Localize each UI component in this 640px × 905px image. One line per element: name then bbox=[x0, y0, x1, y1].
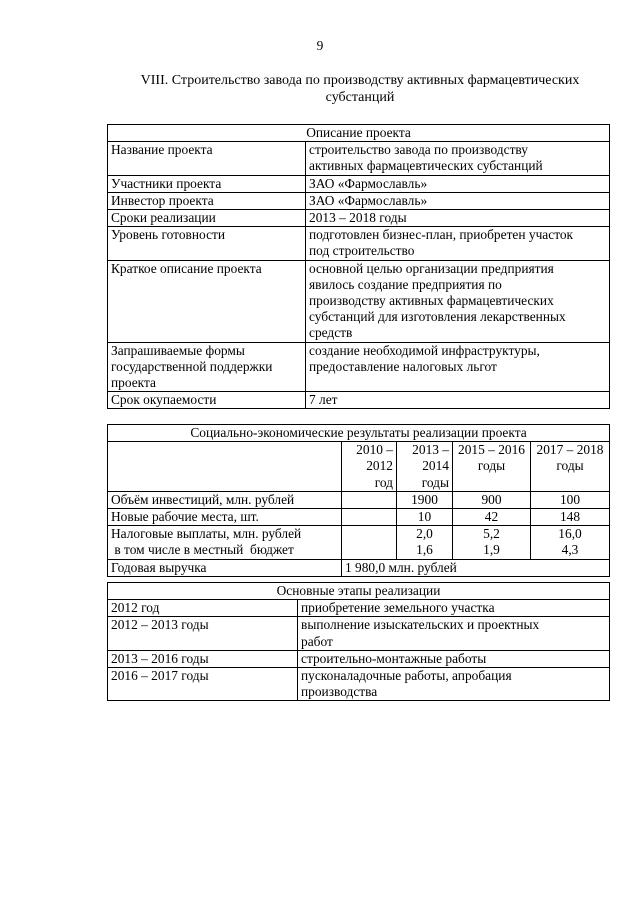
column-header-line: 2012 bbox=[366, 458, 393, 474]
row-value-line: активных фармацевтических субстанций bbox=[309, 158, 543, 174]
results-heading: Социально-экономические результаты реализации проекта bbox=[108, 425, 610, 442]
row-value bbox=[306, 227, 610, 260]
cell-value: 100 bbox=[531, 491, 610, 508]
row-value bbox=[306, 342, 610, 392]
row-label: Объём инвестиций, млн. рублей bbox=[108, 491, 342, 508]
cell-value: 1900 bbox=[397, 491, 453, 508]
description-heading: Описание проекта bbox=[108, 125, 610, 142]
row-value-line: основной целью организации предприятия bbox=[309, 260, 554, 276]
cell-value: 148 bbox=[531, 509, 610, 526]
empty-header-cell bbox=[108, 442, 342, 492]
cell-value bbox=[397, 526, 453, 559]
row-value bbox=[306, 260, 610, 342]
column-header-line: годы bbox=[556, 458, 584, 474]
stage-period: 2012 год bbox=[108, 600, 298, 617]
row-label: Краткое описание проекта bbox=[108, 260, 306, 342]
stage-description-line: производства bbox=[301, 684, 378, 700]
row-label: Сроки реализации bbox=[108, 210, 306, 227]
table-row bbox=[108, 260, 610, 342]
table-row bbox=[108, 192, 610, 209]
table-row bbox=[108, 491, 610, 508]
page-number: 9 bbox=[316, 38, 324, 53]
column-header bbox=[531, 442, 610, 492]
cell-value: 900 bbox=[453, 491, 531, 508]
table-row bbox=[108, 559, 610, 576]
stages-table bbox=[107, 582, 610, 701]
row-label bbox=[108, 526, 342, 559]
row-label: Новые рабочие места, шт. bbox=[108, 509, 342, 526]
cell-value bbox=[342, 491, 397, 508]
stage-description bbox=[298, 617, 610, 650]
section-title-line: субстанций bbox=[325, 90, 395, 105]
row-label: Годовая выручка bbox=[108, 559, 342, 576]
cell-value-line: 5,2 bbox=[483, 526, 500, 542]
row-label: Участники проекта bbox=[108, 175, 306, 192]
row-label: Инвестор проекта bbox=[108, 192, 306, 209]
table-row bbox=[108, 210, 610, 227]
row-value-line: подготовлен бизнес-план, приобретен участок bbox=[309, 227, 574, 243]
row-label: Срок окупаемости bbox=[108, 392, 306, 409]
column-header bbox=[453, 442, 531, 492]
results-table bbox=[107, 424, 610, 577]
stage-period: 2012 – 2013 годы bbox=[108, 617, 298, 650]
cell-value: 10 bbox=[397, 509, 453, 526]
row-label-line: Налоговые выплаты, млн. рублей bbox=[111, 526, 302, 542]
revenue-value: 1 980,0 млн. рублей bbox=[342, 559, 610, 576]
cell-value bbox=[342, 526, 397, 559]
column-header bbox=[397, 442, 453, 492]
column-header-line: 2015 – 2016 bbox=[458, 442, 525, 458]
cell-value-line: 2,0 bbox=[416, 526, 433, 542]
stages-heading: Основные этапы реализации bbox=[108, 583, 610, 600]
table-row bbox=[108, 600, 610, 617]
column-header-row bbox=[108, 442, 610, 492]
cell-value bbox=[453, 526, 531, 559]
row-value-line: строительство завода по производству bbox=[309, 142, 528, 158]
section-title bbox=[110, 72, 610, 106]
row-value-line: предоставление налоговых льгот bbox=[309, 358, 497, 374]
cell-value bbox=[342, 509, 397, 526]
stage-period: 2013 – 2016 годы bbox=[108, 650, 298, 667]
table-row bbox=[108, 227, 610, 260]
column-header-line: 2014 bbox=[422, 458, 449, 474]
table-row bbox=[108, 342, 610, 392]
column-header-line: год bbox=[374, 474, 393, 490]
stage-description: приобретение земельного участка bbox=[298, 600, 610, 617]
table-row bbox=[108, 509, 610, 526]
table-row bbox=[108, 617, 610, 650]
table-row bbox=[108, 392, 610, 409]
column-header bbox=[342, 442, 397, 492]
table-row bbox=[108, 668, 610, 701]
row-label-line: проекта bbox=[111, 375, 156, 391]
stage-description-line: пусконаладочные работы, апробация bbox=[301, 668, 512, 684]
column-header-line: годы bbox=[477, 458, 506, 474]
row-label-line: в том числе в местный бюджет bbox=[111, 542, 294, 558]
row-label: Уровень готовности bbox=[108, 227, 306, 260]
row-value-line: под строительство bbox=[309, 243, 415, 259]
table-row bbox=[108, 142, 610, 175]
row-value-line: производству активных фармацевтических bbox=[309, 293, 554, 309]
row-value: 7 лет bbox=[306, 392, 610, 409]
row-value-line: субстанций для изготовления лекарственных bbox=[309, 309, 566, 325]
cell-value-line: 1,9 bbox=[483, 542, 500, 558]
row-value-line: средств bbox=[309, 325, 353, 341]
column-header-line: годы bbox=[421, 474, 449, 490]
row-value-line: создание необходимой инфраструктуры, bbox=[309, 342, 540, 358]
column-header-line: 2010 – bbox=[356, 442, 393, 458]
column-header-line: 2017 – 2018 bbox=[536, 442, 604, 458]
project-description-table bbox=[107, 124, 610, 409]
cell-value-line: 1,6 bbox=[416, 542, 433, 558]
row-value: ЗАО «Фармославль» bbox=[306, 192, 610, 209]
row-value-line: явилось создание предприятия по bbox=[309, 276, 502, 292]
row-value: ЗАО «Фармославль» bbox=[306, 175, 610, 192]
stage-description bbox=[298, 668, 610, 701]
table-row bbox=[108, 175, 610, 192]
row-value bbox=[306, 142, 610, 175]
table-row bbox=[108, 526, 610, 559]
row-label: Название проекта bbox=[108, 142, 306, 175]
table-row bbox=[108, 650, 610, 667]
section-title-line: VIII. Строительство завода по производству активных фармацевтических bbox=[140, 73, 580, 88]
stage-description-line: выполнение изыскательских и проектных bbox=[301, 617, 540, 633]
row-value: 2013 – 2018 годы bbox=[306, 210, 610, 227]
cell-value bbox=[531, 526, 610, 559]
stage-period: 2016 – 2017 годы bbox=[108, 668, 298, 701]
cell-value-line: 4,3 bbox=[561, 542, 579, 558]
cell-value-line: 16,0 bbox=[558, 526, 582, 542]
row-label-line: государственной поддержки bbox=[111, 358, 273, 374]
row-label-line: Запрашиваемые формы bbox=[111, 342, 245, 358]
stage-description-line: работ bbox=[301, 633, 333, 649]
stage-description: строительно-монтажные работы bbox=[298, 650, 610, 667]
row-label bbox=[108, 342, 306, 392]
cell-value: 42 bbox=[453, 509, 531, 526]
column-header-line: 2013 – bbox=[412, 442, 449, 458]
